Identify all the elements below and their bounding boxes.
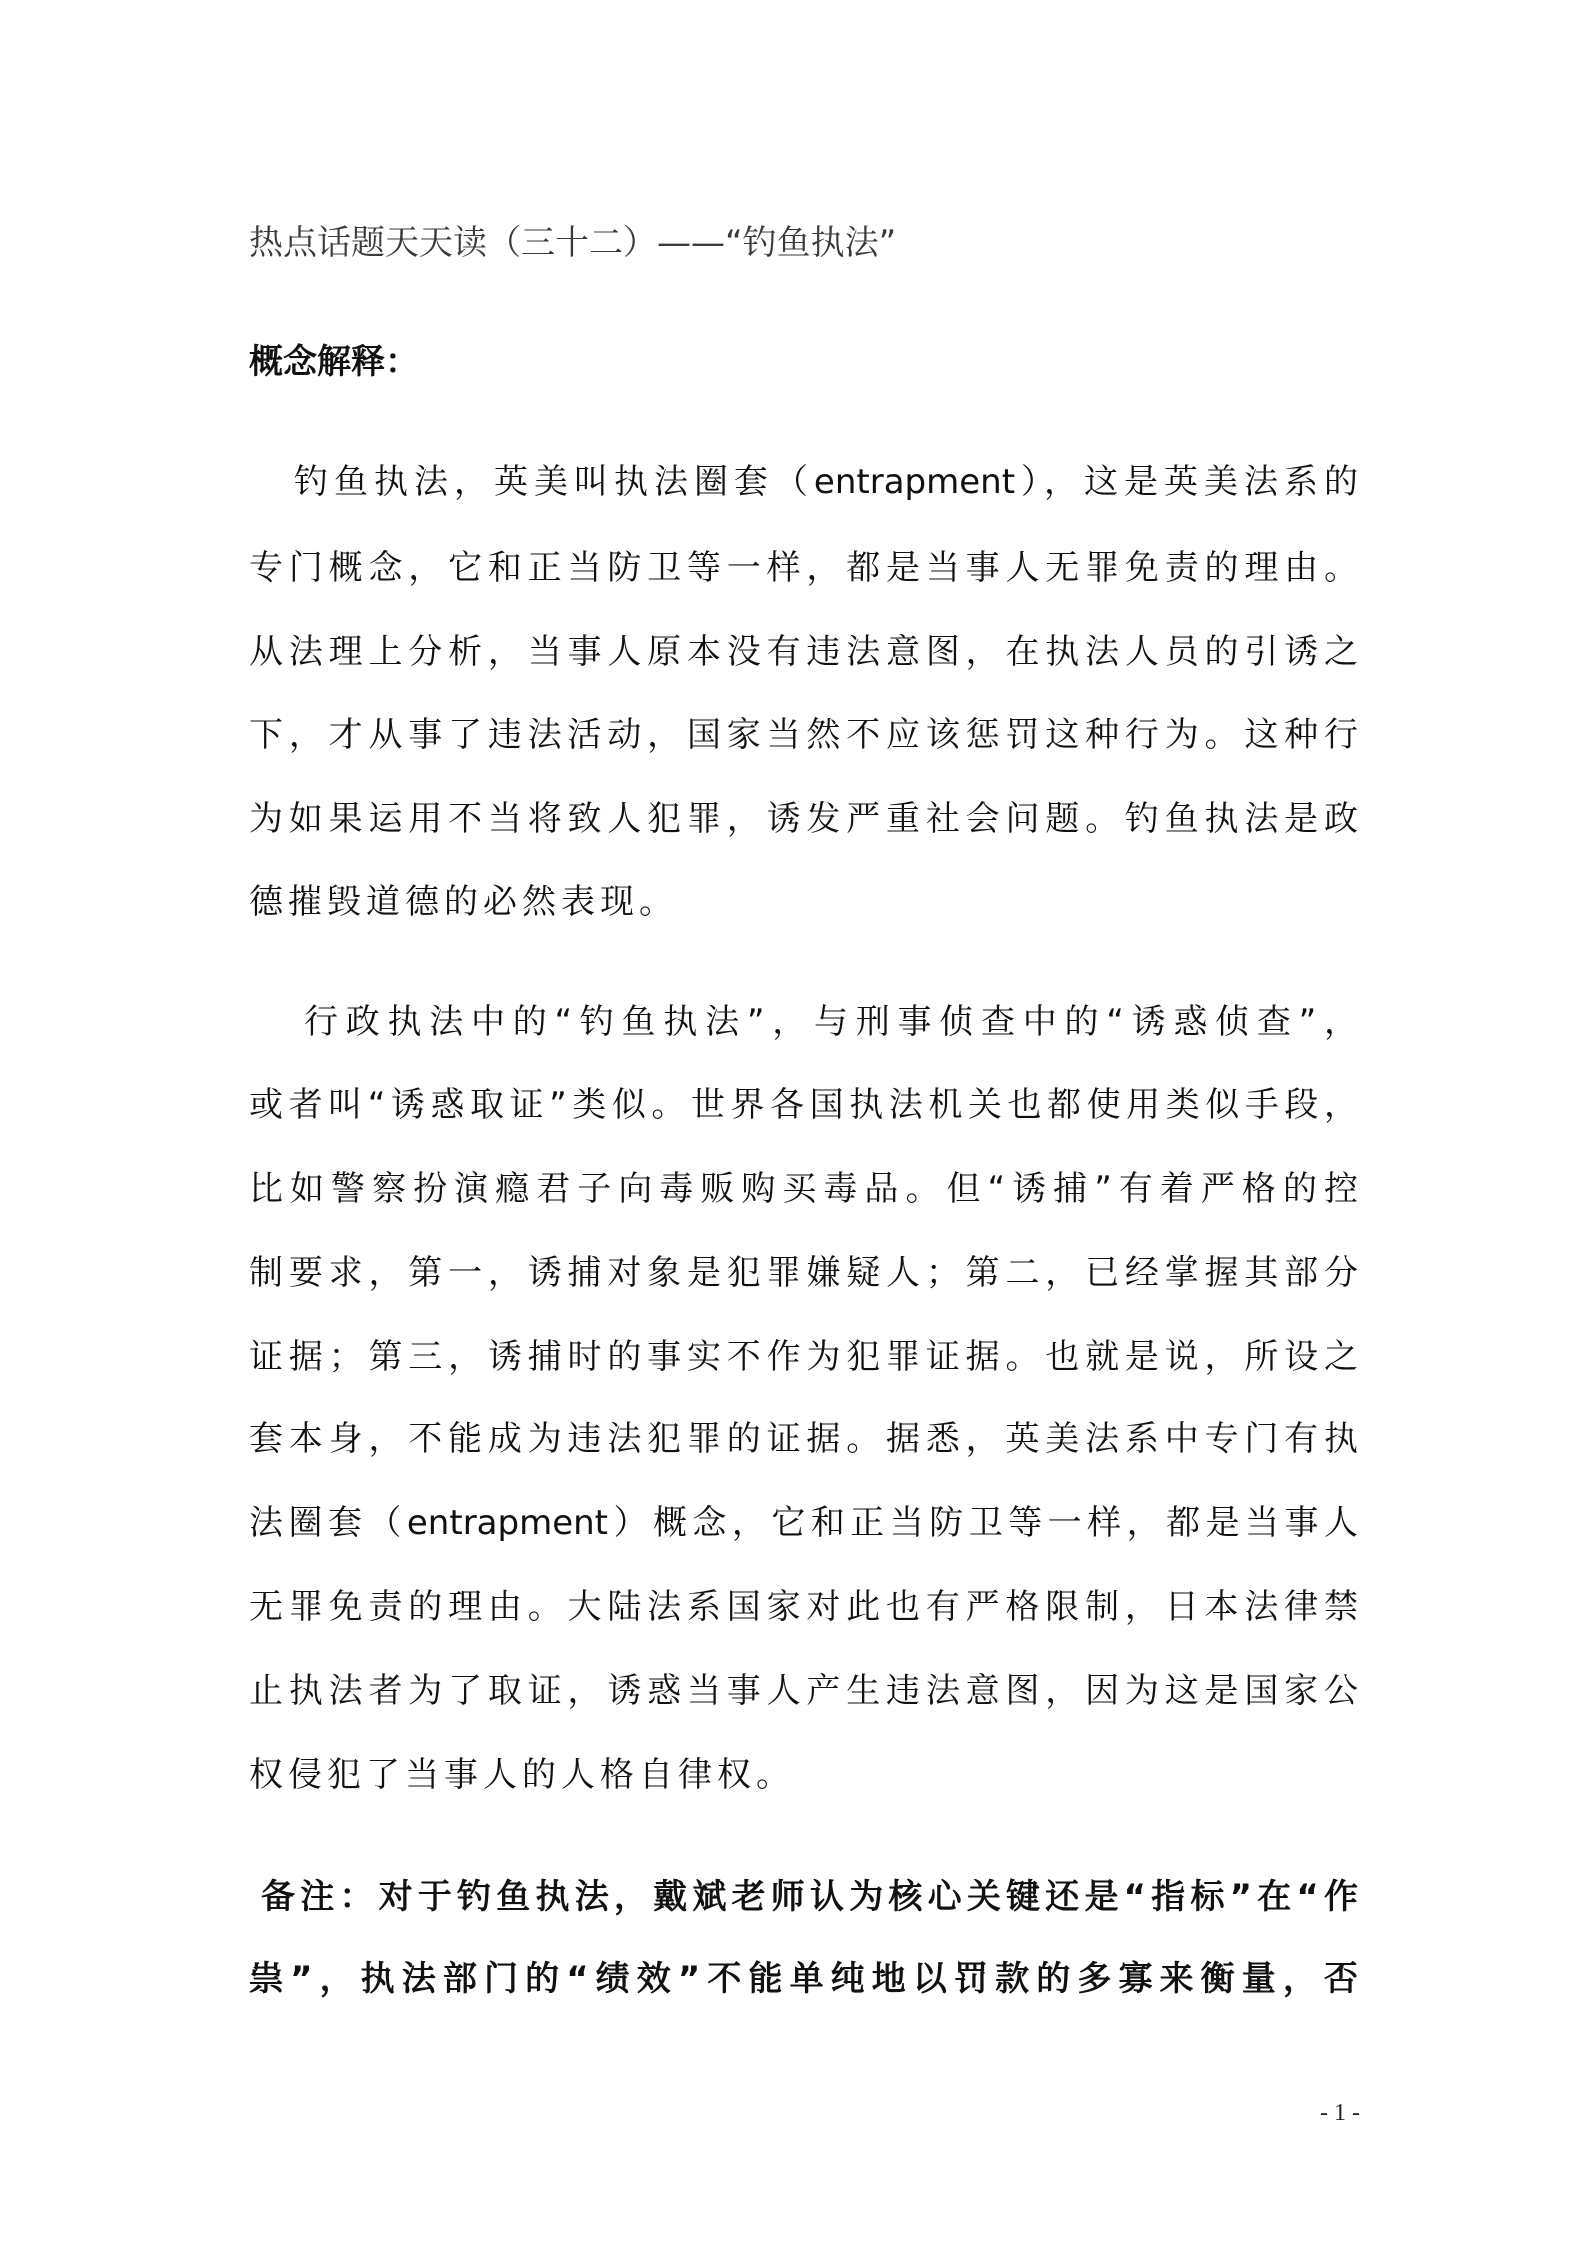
text-line: 权侵犯了当事人的人格自律权。 bbox=[249, 1755, 795, 1795]
text-line: 为如果运用不当将致人犯罪，诱发严重社会问题。钓鱼执法是政 bbox=[249, 799, 1358, 839]
text-line: 无罪免责的理由。大陆法系国家对此也有严格限制，日本法律禁 bbox=[249, 1587, 1358, 1627]
note-line: 祟”，执法部门的“绩效”不能单纯地以罚款的多寡来衡量，否 bbox=[249, 1959, 1358, 1999]
text-line: 证据；第三，诱捕时的事实不作为犯罪证据。也就是说，所设之 bbox=[249, 1337, 1358, 1377]
section-heading: 概念解释： bbox=[249, 342, 419, 382]
text-line: 套本身，不能成为违法犯罪的证据。据悉，英美法系中专门有执 bbox=[249, 1419, 1358, 1459]
text-line: 行政执法中的“钓鱼执法”，与刑事侦查中的“诱惑侦查”， bbox=[304, 1002, 1358, 1042]
text-line: 或者叫“诱惑取证”类似。世界各国执法机关也都使用类似手段， bbox=[249, 1085, 1358, 1125]
text-line: 比如警察扮演瘾君子向毒贩购买毒品。但“诱捕”有着严格的控 bbox=[249, 1169, 1358, 1209]
document-title: 热点话题天天读（三十二）——“钓鱼执法” bbox=[249, 223, 897, 263]
text-line: 止执法者为了取证，诱惑当事人产生违法意图，因为这是国家公 bbox=[249, 1671, 1358, 1711]
note-line: 备注：对于钓鱼执法，戴斌老师认为核心关键还是“指标”在“作 bbox=[261, 1877, 1358, 1917]
page-number: - 1 - bbox=[1320, 2100, 1360, 2126]
text-line: 法圈套（entrapment）概念，它和正当防卫等一样，都是当事人 bbox=[249, 1503, 1358, 1543]
text-line: 钓鱼执法，英美叫执法圈套（entrapment），这是英美法系的 bbox=[294, 462, 1358, 502]
text-line: 专门概念，它和正当防卫等一样，都是当事人无罪免责的理由。 bbox=[249, 548, 1358, 588]
text-line: 制要求，第一，诱捕对象是犯罪嫌疑人；第二，已经掌握其部分 bbox=[249, 1253, 1358, 1293]
text-line: 从法理上分析，当事人原本没有违法意图，在执法人员的引诱之 bbox=[249, 632, 1358, 672]
text-line: 德摧毁道德的必然表现。 bbox=[249, 882, 678, 922]
text-line: 下，才从事了违法活动，国家当然不应该惩罚这种行为。这种行 bbox=[249, 715, 1358, 755]
